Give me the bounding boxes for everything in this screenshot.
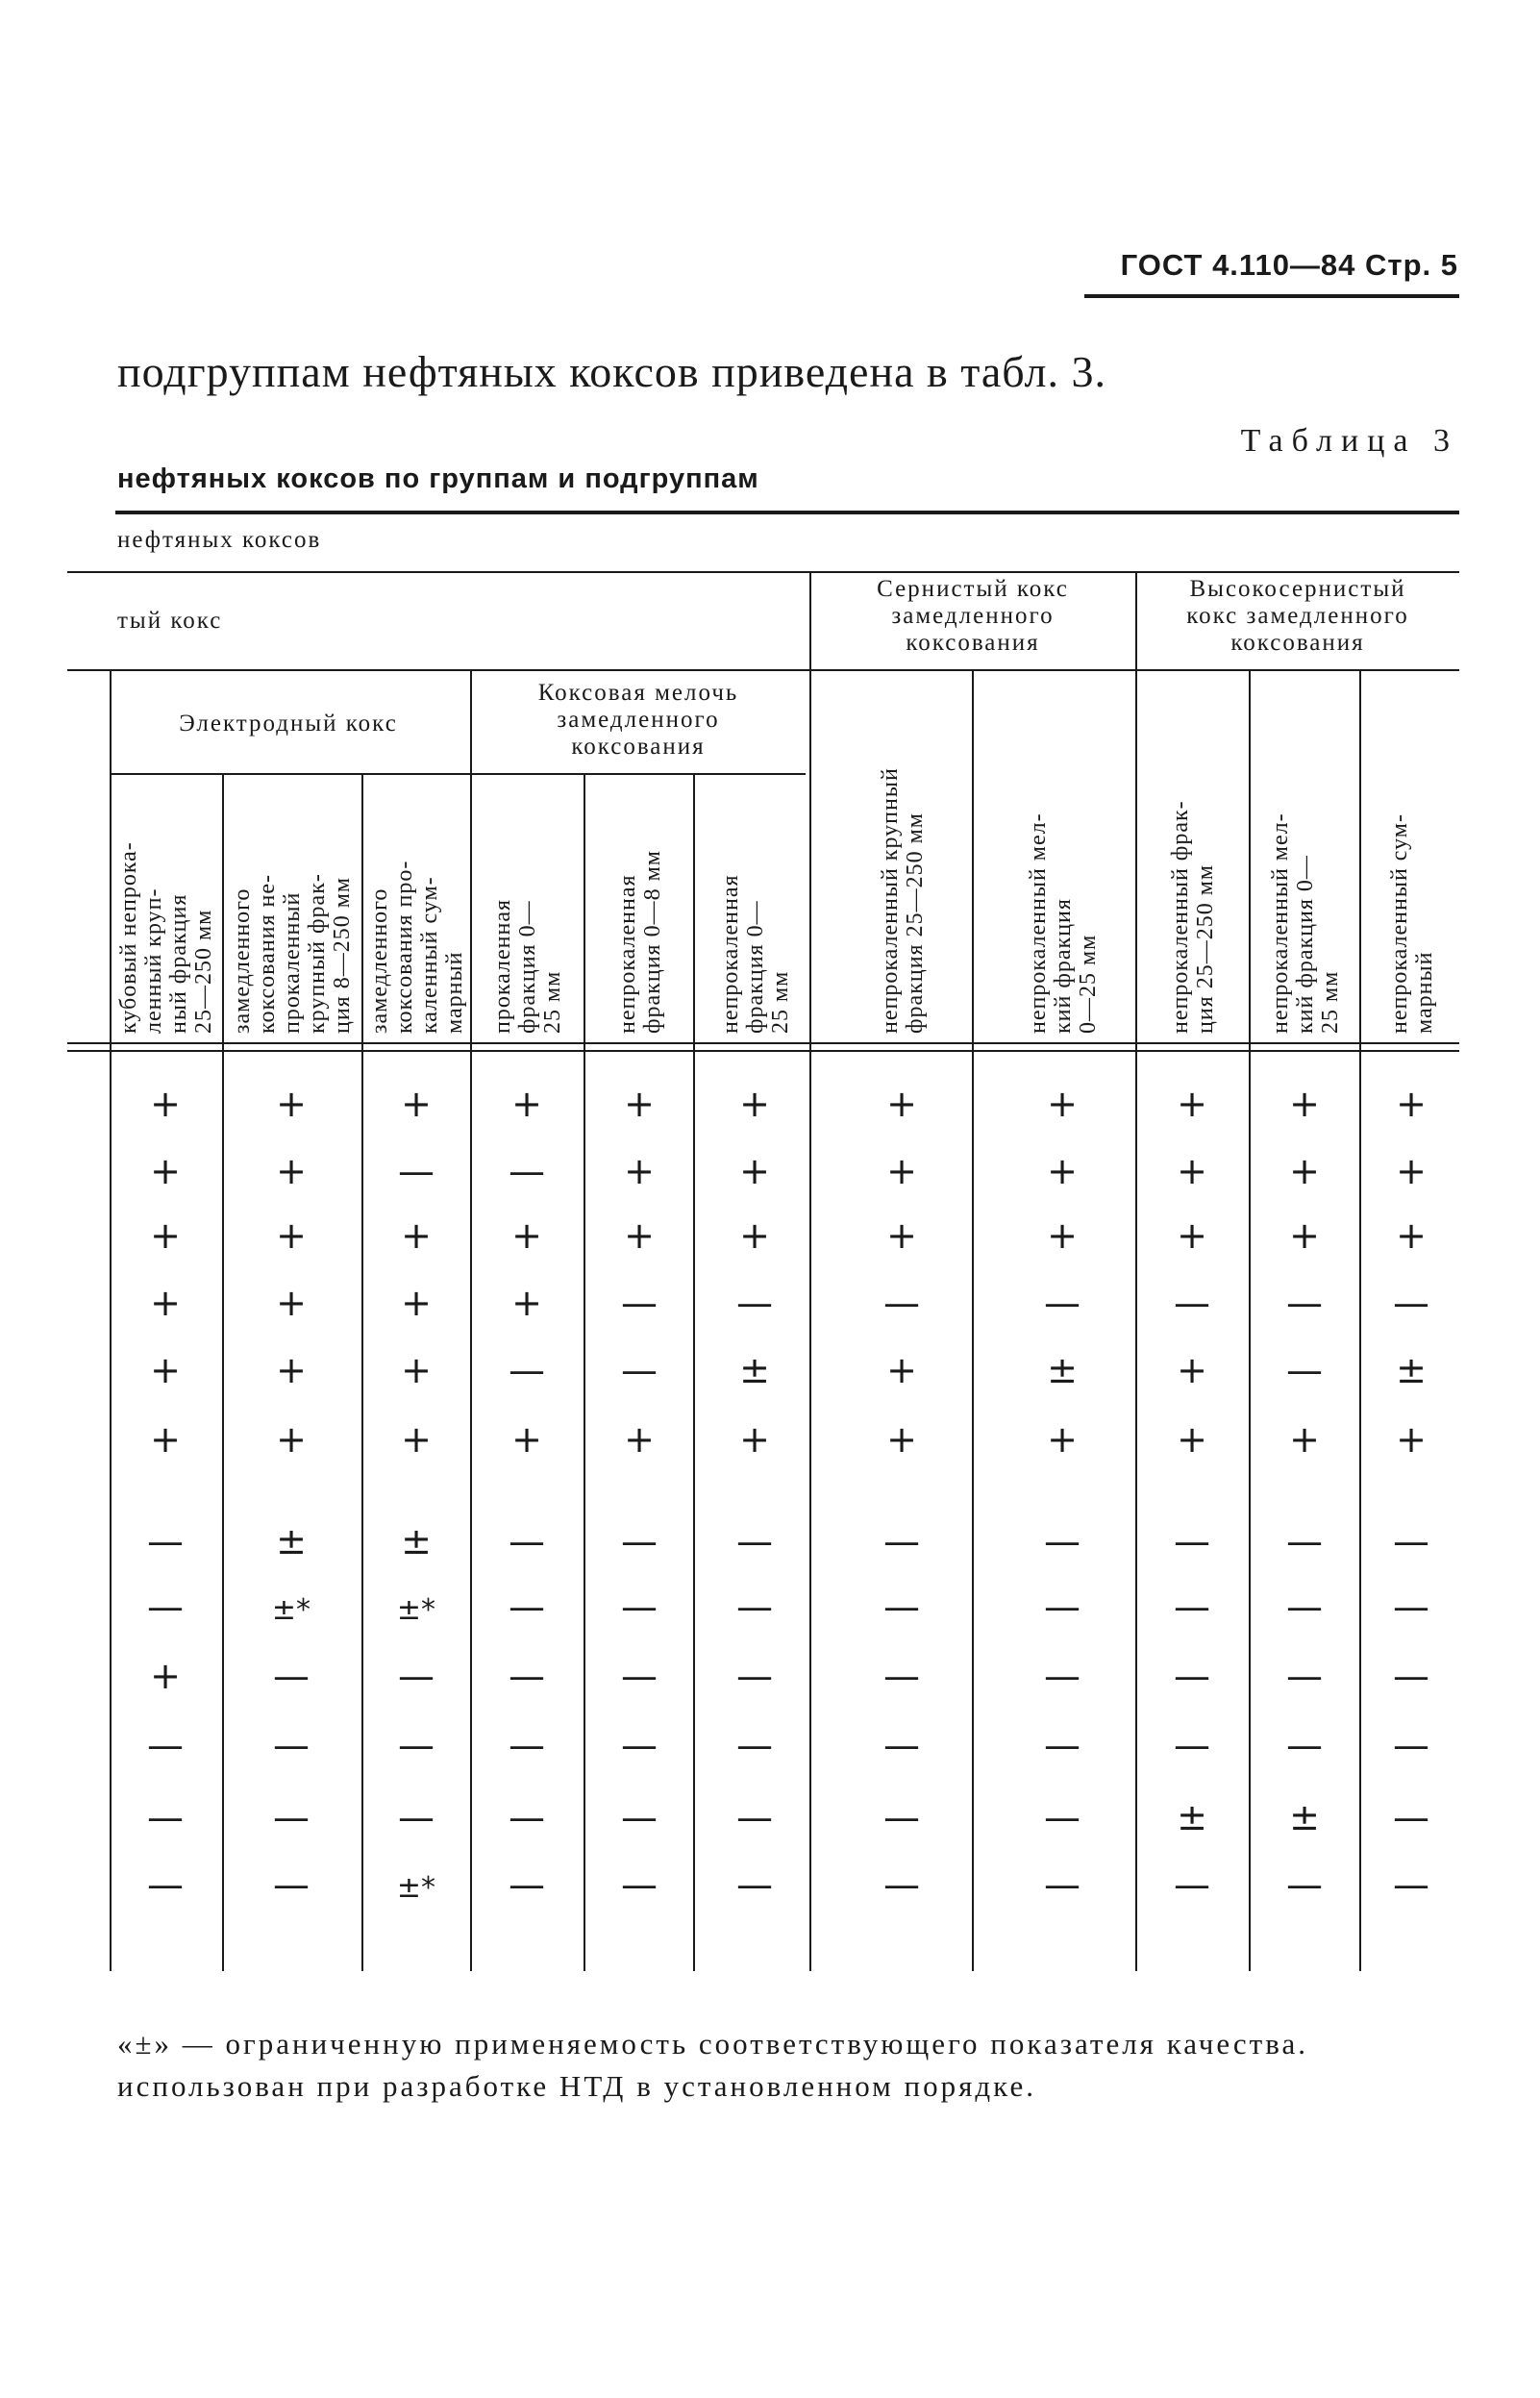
table-cell: + bbox=[276, 1150, 307, 1192]
table-cell: + bbox=[624, 1150, 655, 1192]
table-cell: — bbox=[1286, 1586, 1323, 1628]
table-cell: — bbox=[621, 1655, 658, 1697]
column-header-1 bbox=[116, 841, 216, 1034]
table-cell: — bbox=[883, 1863, 920, 1906]
table-cell: + bbox=[1177, 1083, 1207, 1125]
table-row bbox=[147, 1520, 1429, 1562]
table-cell: ± bbox=[1396, 1349, 1427, 1391]
column-headers bbox=[116, 767, 1437, 1034]
column-header-line: 25 мм bbox=[540, 970, 565, 1034]
column-header-3 bbox=[367, 861, 467, 1034]
column-header-8 bbox=[1026, 812, 1101, 1034]
column-header-line: ный фракция bbox=[166, 893, 191, 1034]
table-cell: — bbox=[621, 1863, 658, 1906]
column-header-line: 0—25 мм bbox=[1076, 934, 1101, 1034]
table-cell: — bbox=[509, 1655, 545, 1697]
table-cell: ± bbox=[1047, 1349, 1078, 1391]
table-cell: — bbox=[621, 1349, 658, 1391]
table-cell: — bbox=[736, 1586, 773, 1628]
table-cell: + bbox=[624, 1214, 655, 1257]
intro-text: подгруппам нефтяных коксов приведена в табл. 3. bbox=[117, 347, 1107, 396]
table-cell: + bbox=[886, 1083, 917, 1125]
table-row bbox=[150, 1214, 1427, 1257]
table-row bbox=[150, 1150, 1427, 1192]
svg-text:замедленного: замедленного bbox=[891, 603, 1055, 629]
table-cell: — bbox=[736, 1520, 773, 1562]
table-cell: — bbox=[509, 1349, 545, 1391]
column-header-line: замедленного bbox=[367, 887, 392, 1034]
table-cell: + bbox=[739, 1214, 770, 1257]
table-cell: + bbox=[1047, 1083, 1078, 1125]
table-cell: — bbox=[883, 1520, 920, 1562]
table-cell: + bbox=[150, 1655, 181, 1697]
table-cell: — bbox=[1393, 1520, 1429, 1562]
table-cell: + bbox=[511, 1083, 542, 1125]
table-cell: — bbox=[736, 1655, 773, 1697]
table-row bbox=[150, 1655, 1429, 1697]
group-header-high-sulfur bbox=[1186, 576, 1409, 656]
table-cell: — bbox=[1044, 1282, 1080, 1324]
table-cell: + bbox=[401, 1083, 432, 1125]
table-row bbox=[150, 1282, 1429, 1324]
table-cell: — bbox=[736, 1796, 773, 1838]
table-cell: + bbox=[511, 1214, 542, 1257]
table-cell: + bbox=[511, 1418, 542, 1461]
table-cell: + bbox=[1396, 1150, 1427, 1192]
table-row bbox=[150, 1418, 1427, 1461]
column-header-5 bbox=[615, 850, 665, 1034]
table-cell: ± bbox=[1177, 1796, 1207, 1838]
table-cell: + bbox=[401, 1282, 432, 1324]
column-header-line: коксования про- bbox=[392, 860, 417, 1034]
table-cell: + bbox=[150, 1150, 181, 1192]
table-cell: — bbox=[509, 1150, 545, 1192]
table-cell: + bbox=[1396, 1418, 1427, 1461]
table-cell: ± bbox=[401, 1520, 432, 1562]
table-body bbox=[147, 1083, 1429, 1906]
table-cell: + bbox=[401, 1418, 432, 1461]
group-header-sulfur bbox=[877, 576, 1069, 656]
table-cell: ± bbox=[276, 1520, 307, 1562]
table-cell: — bbox=[736, 1863, 773, 1906]
column-header-line: крупный фрак- bbox=[305, 873, 330, 1034]
table-cell: — bbox=[1393, 1724, 1429, 1766]
table-cell: — bbox=[1286, 1282, 1323, 1324]
table-cell: — bbox=[509, 1724, 545, 1766]
table-cell: + bbox=[276, 1282, 307, 1324]
column-header-line: непрокаленный фрак- bbox=[1168, 800, 1193, 1034]
table-cell: — bbox=[147, 1586, 184, 1628]
table-cell: — bbox=[883, 1724, 920, 1766]
group-header-electrode: Электродный кокс bbox=[179, 711, 398, 737]
table-cell: — bbox=[621, 1586, 658, 1628]
table-cell: + bbox=[886, 1349, 917, 1391]
table-cell: — bbox=[1044, 1655, 1080, 1697]
table-cell: — bbox=[1286, 1655, 1323, 1697]
column-header-2 bbox=[230, 873, 355, 1034]
table-cell: + bbox=[739, 1418, 770, 1461]
svg-text:замедленного: замедленного bbox=[557, 707, 720, 733]
column-header-line: марный bbox=[1412, 951, 1437, 1034]
table-cell: — bbox=[1393, 1655, 1429, 1697]
column-header-line: 25—250 мм bbox=[191, 909, 216, 1034]
column-header-line: замедленного bbox=[230, 887, 255, 1034]
table-cell: — bbox=[147, 1724, 184, 1766]
table-cell: — bbox=[509, 1796, 545, 1838]
table-cell: — bbox=[1174, 1586, 1210, 1628]
column-header-line: коксования не- bbox=[255, 873, 280, 1034]
table-row bbox=[150, 1083, 1427, 1125]
column-header-line: ция 25—250 мм bbox=[1193, 863, 1218, 1034]
table-cell: — bbox=[1174, 1724, 1210, 1766]
table-cell: ± bbox=[739, 1349, 770, 1391]
table-cell: + bbox=[1289, 1083, 1320, 1125]
table-cell: + bbox=[1289, 1418, 1320, 1461]
svg-text:Сернистый кокс: Сернистый кокс bbox=[877, 576, 1069, 602]
column-header-line: кий фракция bbox=[1051, 898, 1076, 1034]
table-cell: — bbox=[883, 1796, 920, 1838]
table-cell: — bbox=[621, 1520, 658, 1562]
footnote-ntd: использован при разработке НТД в установленном порядке. bbox=[117, 2069, 1036, 2103]
svg-text:коксования: коксования bbox=[906, 630, 1040, 656]
table-cell: — bbox=[398, 1655, 435, 1697]
column-header-line: 25 мм bbox=[768, 970, 793, 1034]
table-cell: — bbox=[509, 1863, 545, 1906]
table-cell: — bbox=[621, 1796, 658, 1838]
table-cell: ± bbox=[1289, 1796, 1320, 1838]
standard-page-header: ГОСТ 4.110—84 Стр. 5 bbox=[1120, 248, 1458, 282]
table-cell: — bbox=[883, 1282, 920, 1324]
column-header-line: кубовый непрока- bbox=[116, 841, 141, 1034]
table-caption: нефтяных коксов bbox=[117, 527, 322, 553]
table-cell: — bbox=[1286, 1724, 1323, 1766]
column-header-line: ция 8—250 мм bbox=[330, 876, 355, 1034]
table-cell: + bbox=[1177, 1150, 1207, 1192]
table-cell: — bbox=[1286, 1863, 1323, 1906]
table-cell: — bbox=[736, 1282, 773, 1324]
table-cell: — bbox=[1393, 1796, 1429, 1838]
table-cell: — bbox=[1393, 1863, 1429, 1906]
table-cell: + bbox=[150, 1349, 181, 1391]
table-cell: — bbox=[1044, 1796, 1080, 1838]
table-cell: + bbox=[1177, 1418, 1207, 1461]
table-cell: — bbox=[1174, 1655, 1210, 1697]
table-cell: — bbox=[1044, 1863, 1080, 1906]
table-cell: — bbox=[1044, 1724, 1080, 1766]
table-cell: — bbox=[1174, 1520, 1210, 1562]
column-header-line: непрокаленная bbox=[615, 874, 640, 1034]
table-row bbox=[147, 1724, 1429, 1766]
table-cell: + bbox=[150, 1214, 181, 1257]
table-cell: + bbox=[150, 1083, 181, 1125]
table-cell: — bbox=[1044, 1586, 1080, 1628]
column-header-line: прокаленная bbox=[490, 898, 515, 1034]
table-row bbox=[150, 1349, 1427, 1391]
table-cell: ±* bbox=[396, 1593, 436, 1627]
table-cell: ±* bbox=[271, 1593, 311, 1627]
column-header-line: непрокаленный мел- bbox=[1026, 812, 1051, 1034]
table-cell: + bbox=[511, 1282, 542, 1324]
table-cell: ±* bbox=[396, 1871, 436, 1905]
table-cell: — bbox=[736, 1724, 773, 1766]
column-header-7 bbox=[878, 767, 928, 1034]
table-cell: — bbox=[1393, 1586, 1429, 1628]
column-header-line: фракция 25—250 мм bbox=[903, 812, 928, 1034]
table-cell: + bbox=[1047, 1418, 1078, 1461]
column-header-line: прокаленный bbox=[280, 891, 305, 1034]
table-row bbox=[147, 1586, 1429, 1628]
table-cell: + bbox=[150, 1282, 181, 1324]
table-cell: + bbox=[1047, 1150, 1078, 1192]
table-cell: — bbox=[621, 1724, 658, 1766]
table-cell: + bbox=[886, 1150, 917, 1192]
table-cell: + bbox=[886, 1214, 917, 1257]
table-cell: + bbox=[624, 1418, 655, 1461]
table-cell: — bbox=[1174, 1282, 1210, 1324]
table-cell: — bbox=[398, 1796, 435, 1838]
table-cell: — bbox=[1393, 1282, 1429, 1324]
table-cell: — bbox=[273, 1863, 310, 1906]
column-header-line: каленный сум- bbox=[417, 876, 442, 1034]
column-header-line: кий фракция 0— bbox=[1293, 855, 1318, 1034]
table-cell: — bbox=[1174, 1863, 1210, 1906]
group-header-col1: тый кокс bbox=[117, 608, 223, 634]
column-header-line: непрокаленный мел- bbox=[1268, 812, 1293, 1034]
table-cell: — bbox=[883, 1586, 920, 1628]
column-header-line: фракция 0— bbox=[743, 900, 768, 1034]
table-cell: + bbox=[276, 1349, 307, 1391]
table-cell: + bbox=[739, 1150, 770, 1192]
column-header-line: непрокаленный крупный bbox=[878, 767, 903, 1034]
column-header-4 bbox=[490, 899, 565, 1034]
table-cell: — bbox=[1044, 1520, 1080, 1562]
table-cell: + bbox=[276, 1214, 307, 1257]
svg-text:коксования: коксования bbox=[571, 734, 706, 760]
table-cell: + bbox=[1047, 1214, 1078, 1257]
group-header-fines bbox=[538, 680, 739, 760]
column-header-line: фракция 0—8 мм bbox=[640, 850, 665, 1034]
table-cell: + bbox=[401, 1349, 432, 1391]
table-cell: — bbox=[147, 1520, 184, 1562]
table-label: Таблица 3 bbox=[1240, 423, 1458, 459]
footnote-plus-minus: «±» — ограниченную применяемость соответствующего показателя качества. bbox=[117, 2027, 1308, 2061]
table-row bbox=[147, 1863, 1429, 1906]
column-header-line: марный bbox=[442, 951, 467, 1034]
table-cell: + bbox=[739, 1083, 770, 1125]
table-cell: — bbox=[509, 1586, 545, 1628]
column-header-line: ленный круп- bbox=[141, 887, 166, 1034]
table-cell: — bbox=[147, 1796, 184, 1838]
table-cell: — bbox=[621, 1282, 658, 1324]
table-cell: — bbox=[398, 1724, 435, 1766]
column-header-6 bbox=[718, 874, 793, 1034]
table-cell: + bbox=[1289, 1214, 1320, 1257]
svg-text:коксования: коксования bbox=[1230, 630, 1365, 656]
svg-text:кокс замедленного: кокс замедленного bbox=[1186, 603, 1409, 629]
table-cell: — bbox=[273, 1724, 310, 1766]
svg-text:Коксовая мелочь: Коксовая мелочь bbox=[537, 680, 739, 706]
column-header-line: 25 мм bbox=[1318, 970, 1343, 1034]
table-cell: + bbox=[1396, 1083, 1427, 1125]
column-header-line: непрокаленная bbox=[718, 874, 743, 1034]
table-cell: + bbox=[276, 1418, 307, 1461]
table-cell: — bbox=[509, 1520, 545, 1562]
table-cell: — bbox=[273, 1796, 310, 1838]
table-cell: — bbox=[1286, 1520, 1323, 1562]
table-cell: + bbox=[150, 1418, 181, 1461]
table-cell: — bbox=[398, 1150, 435, 1192]
table-cell: — bbox=[273, 1655, 310, 1697]
table-cell: + bbox=[1289, 1150, 1320, 1192]
table-cell: + bbox=[1177, 1349, 1207, 1391]
svg-text:Высокосернистый: Высокосернистый bbox=[1189, 576, 1406, 602]
column-header-10 bbox=[1268, 812, 1343, 1034]
column-header-9 bbox=[1168, 800, 1218, 1034]
table-cell: — bbox=[883, 1655, 920, 1697]
table-cell: + bbox=[886, 1418, 917, 1461]
table-cell: + bbox=[1177, 1214, 1207, 1257]
column-header-11 bbox=[1387, 813, 1437, 1034]
table-cell: + bbox=[1396, 1214, 1427, 1257]
column-header-line: фракция 0— bbox=[515, 900, 540, 1034]
column-header-line: непрокаленный сум- bbox=[1387, 813, 1412, 1034]
table-cell: + bbox=[276, 1083, 307, 1125]
table-row bbox=[147, 1796, 1429, 1838]
table-title: нефтяных коксов по группам и подгруппам bbox=[117, 463, 759, 494]
table-cell: — bbox=[147, 1863, 184, 1906]
table-cell: + bbox=[624, 1083, 655, 1125]
table-cell: + bbox=[401, 1214, 432, 1257]
table-cell: — bbox=[1286, 1349, 1323, 1391]
